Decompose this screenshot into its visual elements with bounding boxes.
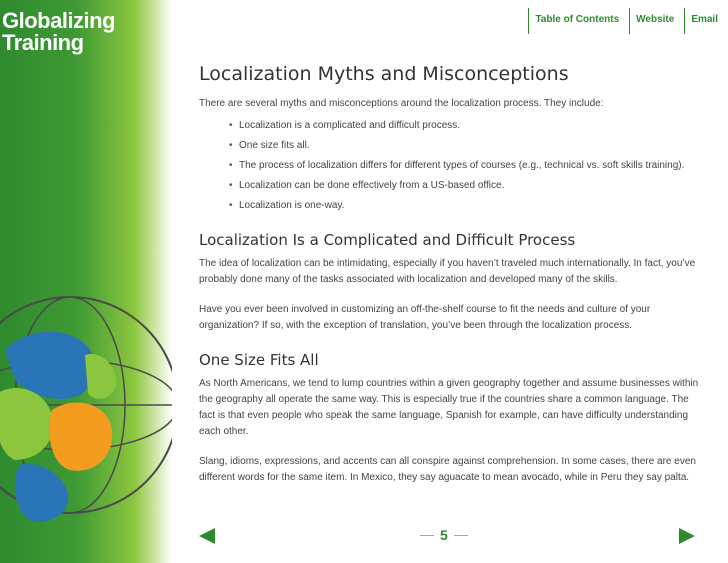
section3-title: One Size Fits All — [199, 351, 319, 369]
brand-line-1: Globalizing — [2, 8, 116, 33]
main-content — [199, 62, 704, 500]
page-number-rule-left — [420, 535, 434, 536]
arrow-right-icon[interactable] — [679, 528, 695, 544]
top-navigation — [528, 8, 728, 34]
list-item: • Localization can be done effectively from a US-based office. — [229, 180, 704, 192]
page-number-rule-right — [454, 535, 468, 536]
list-item: • Localization is one-way. — [229, 200, 704, 212]
brand-line-2: Training — [2, 30, 84, 55]
section1-title: Localization Myths and Misconceptions — [199, 63, 569, 85]
table-of-contents-link[interactable]: Table of Contents — [528, 8, 629, 34]
list-item: • The process of localization differs for different types of courses (e.g., technical vs. soft skills training). — [229, 160, 704, 172]
section2-title: Localization Is a Complicated and Difficult Process — [199, 231, 576, 249]
list-item: • One size fits all. — [229, 140, 704, 152]
page-number — [420, 527, 468, 543]
section3-paragraph-2: Slang, idioms, expressions, and accents can all conspire against comprehension. In some cases, there are even different words for the same item. In Mexico, they say aguacate to mean avocado, while in Peru they say palta. — [199, 456, 696, 483]
page-number-value: 5 — [440, 527, 448, 543]
brand-logo — [2, 10, 115, 54]
section1-intro: There are several myths and misconceptions around the localization process. They include: — [199, 98, 604, 109]
arrow-left-icon[interactable] — [199, 528, 215, 544]
section2-paragraph-1: The idea of localization can be intimidating, especially if you haven’t traveled much internationally. In fact, you’ve probably done many of the tasks associated with localization and developed many of the skills. — [199, 258, 696, 285]
list-item: • Localization is a complicated and difficult process. — [229, 120, 704, 132]
website-link[interactable]: Website — [629, 8, 684, 34]
section2-paragraph-2: Have you ever been involved in customizing an off-the-shelf course to fit the needs and culture of your organization? If so, with the exception of translation, you’ve been through the localization process. — [199, 304, 651, 331]
email-link[interactable]: Email — [684, 8, 728, 34]
section3-paragraph-1: As North Americans, we tend to lump countries within a given geography together and assume businesses within the geography all operate the same way. This is especially true if the countries share a common language. The fact is that even people who speak the same language, Spanish for example, can have difficulty understanding each other. — [199, 378, 699, 437]
globe-illustration — [0, 255, 172, 563]
myth-list — [229, 120, 704, 212]
sidebar — [0, 0, 172, 563]
